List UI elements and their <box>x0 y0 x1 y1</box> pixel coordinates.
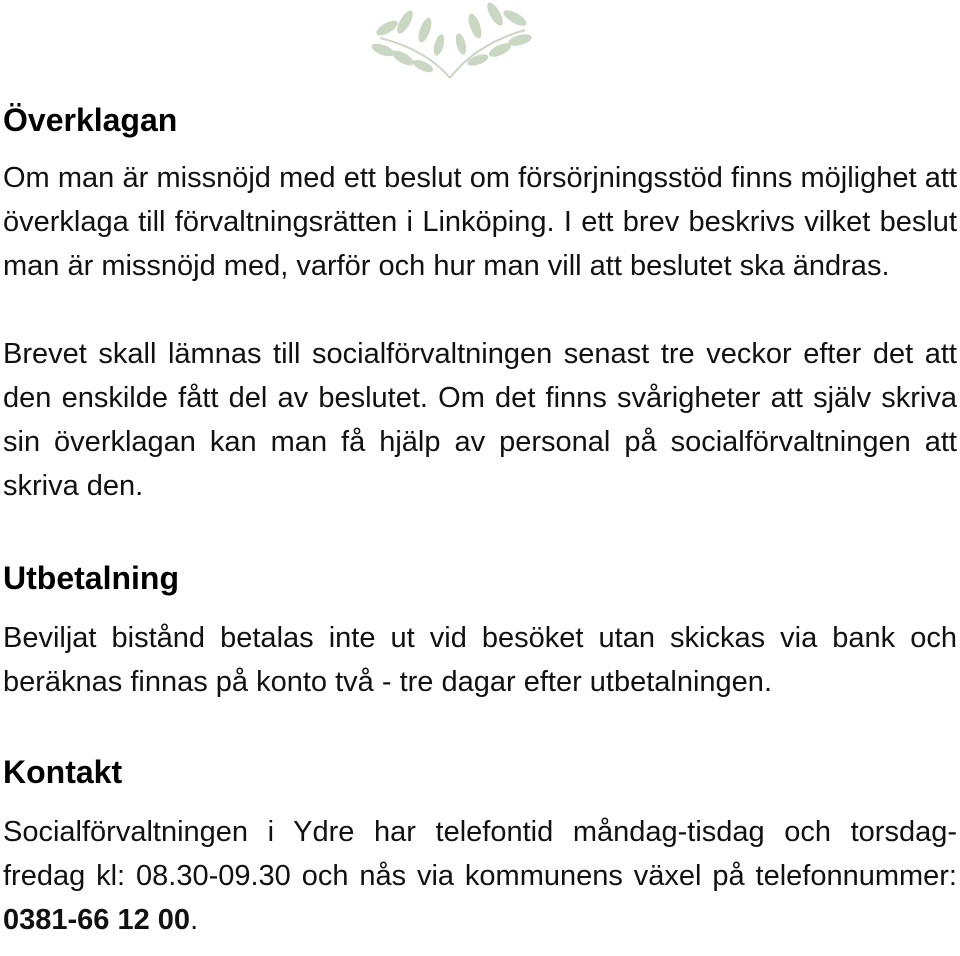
section-title-overklagan: Överklagan <box>3 102 178 138</box>
paragraph-kontakt <box>3 810 957 942</box>
paragraph-overklagan-2: Brevet skall lämnas till socialförvaltningen senast tre veckor efter det att den enskilde fått del av beslutet. Om det finns svårigheter att själv skriva sin överklagan kan man få hjälp av personal på socialförvaltningen att skriva den. <box>3 338 957 502</box>
olive-branch-icon <box>365 0 535 85</box>
paragraph-utbetalning: Beviljat bistånd betalas inte ut vid besöket utan skickas via bank och beräknas finnas på konto två - tre dagar efter utbetalningen. <box>3 622 957 698</box>
document-body <box>3 100 957 942</box>
paragraph-overklagan-1: Om man är missnöjd med ett beslut om försörjningsstöd finns möjlighet att överklaga till förvaltningsrätten i Linköping. I ett brev beskrivs vilket beslut man är missnöjd med, varför och hur man vill att beslutet ska ändras. <box>3 162 957 282</box>
contact-text: Socialförvaltningen i Ydre har telefontid måndag-tisdag och torsdag-fredag kl: 08.30-09.30 och nås via kommunens växel på telefonnummer: <box>3 816 957 892</box>
phone-suffix: . <box>190 904 199 936</box>
section-title-kontakt: Kontakt <box>3 754 123 790</box>
phone-number: 0381-66 12 00 <box>3 904 191 936</box>
section-title-utbetalning: Utbetalning <box>3 560 179 596</box>
